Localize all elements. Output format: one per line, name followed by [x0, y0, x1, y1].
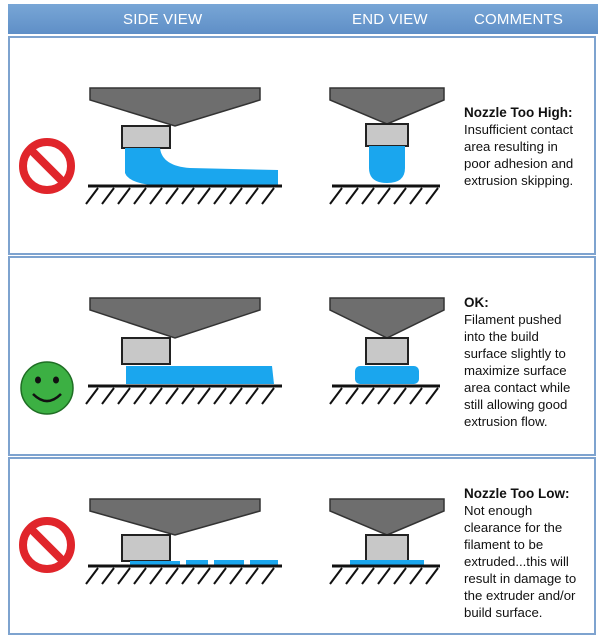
comment-too-high: [464, 104, 573, 189]
end-view-build-surface-icon: [330, 386, 440, 404]
side-view-build-surface-icon: [86, 186, 282, 204]
prohibited-icon: [23, 142, 71, 190]
comment-too-low: [464, 485, 576, 621]
row-too-low: [8, 457, 596, 635]
comment-title: OK:: [464, 295, 489, 310]
comment-line: extruded...this will: [464, 554, 569, 569]
comment-line: result in damage to: [464, 571, 577, 586]
row-too-high: [8, 36, 596, 255]
side-view-filament: [125, 148, 278, 186]
end-view-filament: [369, 146, 405, 183]
side-view-filament: [126, 366, 274, 384]
header-comments: COMMENTS: [474, 11, 564, 28]
row-ok: [8, 256, 596, 456]
comment-line: the extruder and/or: [464, 588, 576, 603]
comment-ok: [464, 294, 570, 430]
comment-line: into the build: [464, 329, 539, 344]
comment-line: area resulting in: [464, 139, 558, 154]
comment-line: Insufficient contact: [464, 122, 573, 137]
comment-title: Nozzle Too High:: [464, 105, 573, 120]
comment-line: poor adhesion and: [464, 156, 574, 171]
end-view-nozzle-icon: [330, 298, 444, 364]
prohibited-icon: [23, 521, 71, 569]
comment-line: clearance for the: [464, 520, 563, 535]
comment-line: Filament pushed: [464, 312, 562, 327]
comment-title: Nozzle Too Low:: [464, 486, 570, 501]
header-side-view: SIDE VIEW: [123, 11, 203, 28]
header-end-view: END VIEW: [352, 11, 428, 28]
comment-line: Not enough: [464, 503, 533, 518]
end-view-filament: [355, 366, 419, 384]
comment-line: still allowing good: [464, 397, 568, 412]
comment-line: extrusion skipping.: [464, 173, 574, 188]
side-view-nozzle-icon: [90, 499, 260, 561]
side-view-nozzle-icon: [90, 298, 260, 364]
header-bar: [8, 4, 598, 34]
end-view-build-surface-icon: [330, 186, 440, 204]
end-view-build-surface-icon: [330, 566, 440, 584]
comment-line: surface slightly to: [464, 346, 566, 361]
comment-line: extrusion flow.: [464, 414, 548, 429]
side-view-build-surface-icon: [86, 566, 282, 584]
comment-line: build surface.: [464, 605, 543, 620]
comment-line: filament to be: [464, 537, 544, 552]
end-view-nozzle-icon: [330, 499, 444, 561]
side-view-build-surface-icon: [86, 386, 282, 404]
side-view-nozzle-icon: [90, 88, 260, 148]
comment-line: maximize surface: [464, 363, 567, 378]
smiley-face-icon: [21, 362, 73, 414]
comment-line: area contact while: [464, 380, 571, 395]
end-view-nozzle-icon: [330, 88, 444, 146]
